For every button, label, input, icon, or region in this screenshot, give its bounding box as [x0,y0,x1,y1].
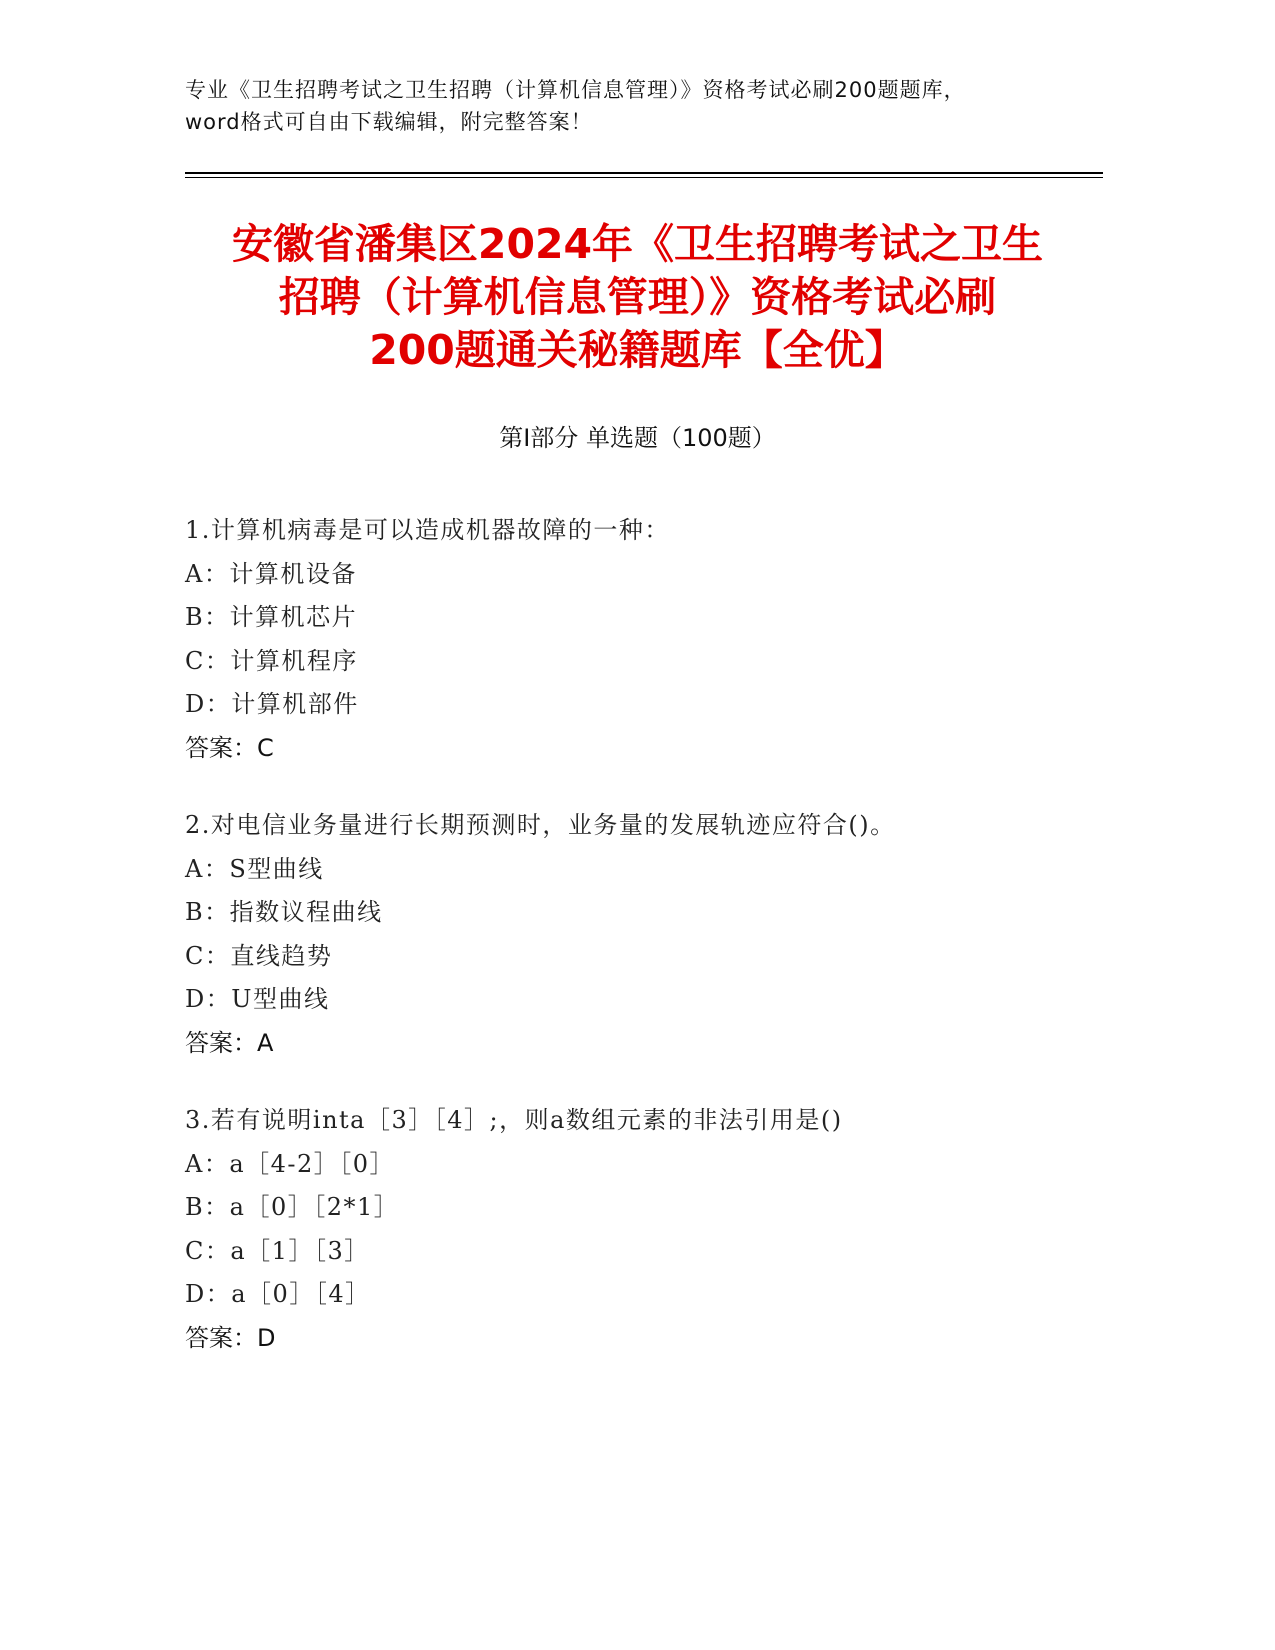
option-d: D：U型曲线 [185,985,330,1013]
question-stem: 2.对电信业务量进行长期预测时，业务量的发展轨迹应符合()。 [185,811,896,839]
option-c: C：直线趋势 [185,941,333,970]
question-1 [185,509,1105,770]
question-stem: 1.计算机病毒是可以造成机器故障的一种： [185,516,670,544]
header-divider-thick [185,172,1103,174]
answer-line: 答案：C [185,733,274,762]
title-line-2: 招聘（计算机信息管理）》资格考试必刷 [278,273,997,321]
question-2 [185,804,1105,1065]
header-divider-thin [185,177,1103,178]
section-heading: 第Ⅰ部分 单选题（100题） [499,424,776,452]
title-line-1: 安徽省潘集区2024年《卫生招聘考试之卫生 [231,220,1044,268]
option-c: C：计算机程序 [185,646,358,675]
option-b: B：a［0］［2*1］ [185,1193,400,1221]
title-line-3: 200题通关秘籍题库【全优】 [369,326,906,374]
option-a: A：S型曲线 [185,854,324,883]
question-3 [185,1099,1105,1360]
option-a: A：a［4-2］［0］ [185,1149,396,1178]
answer-line: 答案：D [185,1323,276,1352]
option-d: D：计算机部件 [185,690,359,718]
option-b: B：指数议程曲线 [185,898,383,926]
option-d: D：a［0］［4］ [185,1280,371,1308]
question-list [185,509,1105,1394]
option-b: B：计算机芯片 [185,603,358,631]
question-stem: 3.若有说明inta［3］［4］;，则a数组元素的非法引用是() [185,1106,843,1134]
option-a: A：计算机设备 [185,559,357,588]
header-line-2: word格式可自由下载编辑，附完整答案！ [185,110,593,134]
header-note [185,74,1105,138]
document-title [160,218,1115,377]
header-line-1: 专业《卫生招聘考试之卫生招聘（计算机信息管理）》资格考试必刷200题题库， [185,78,966,102]
option-c: C：a［1］［3］ [185,1236,370,1265]
answer-line: 答案：A [185,1028,274,1057]
